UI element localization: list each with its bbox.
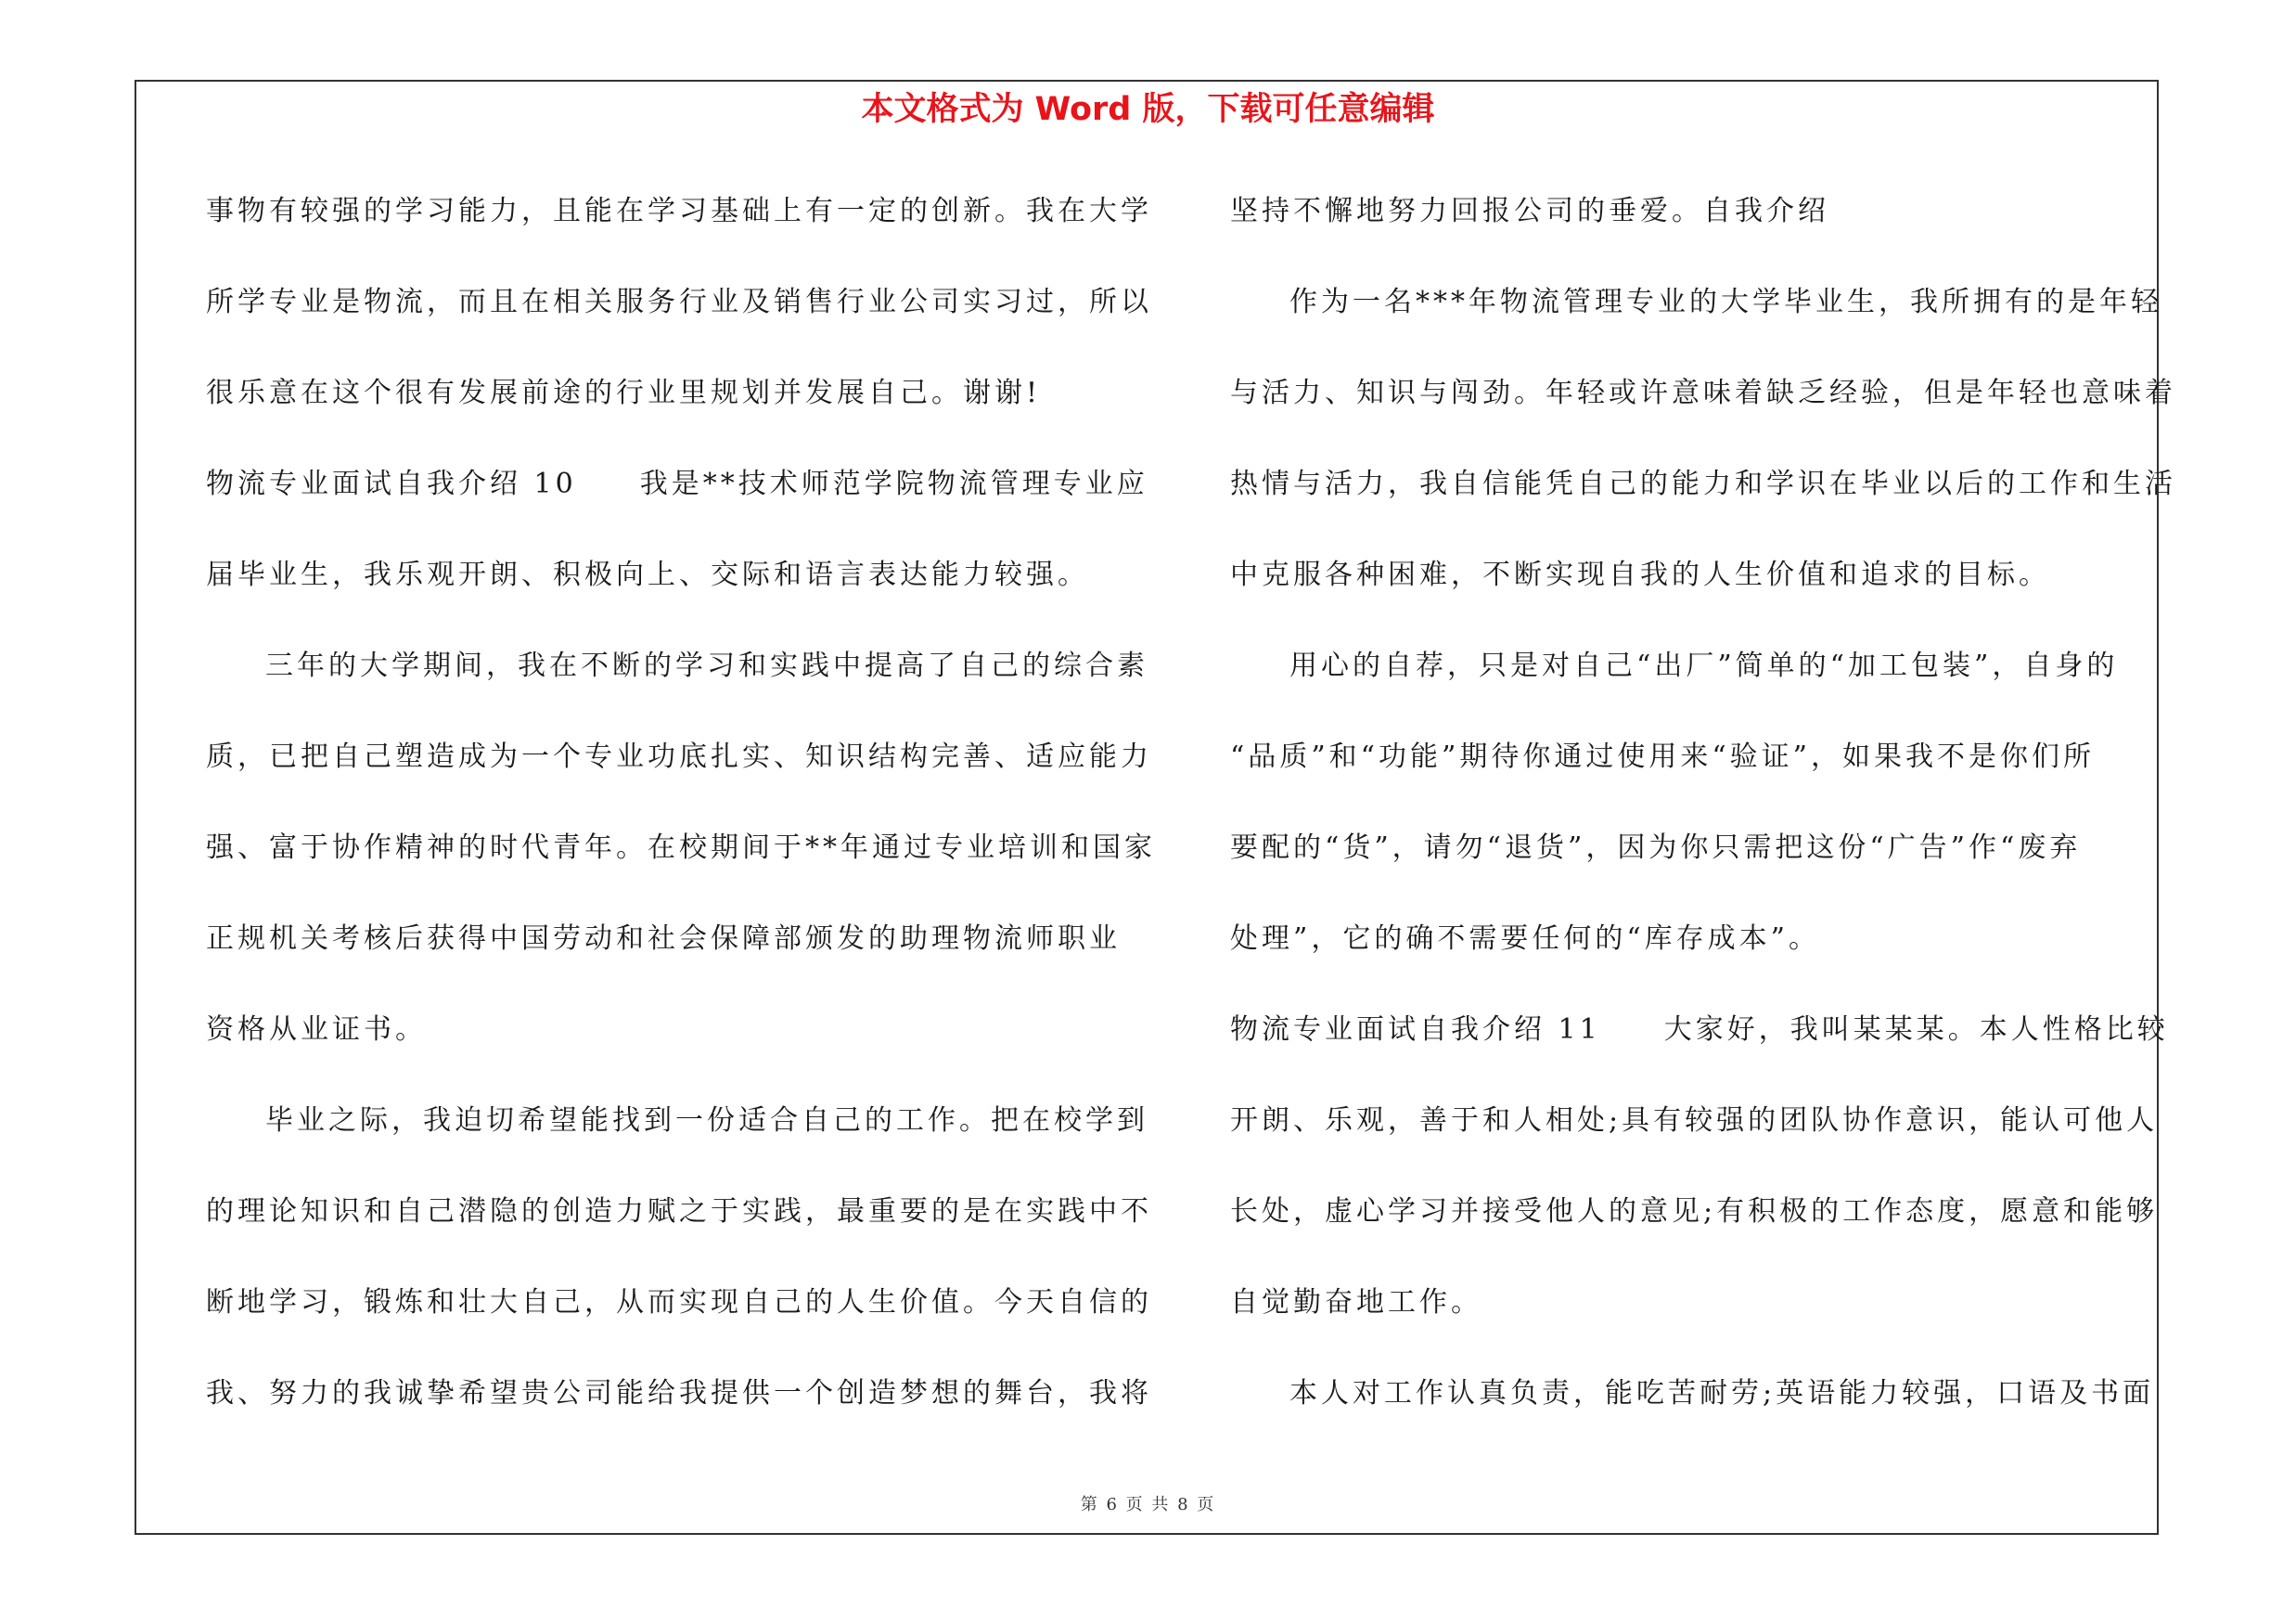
text-line: 正规机关考核后获得中国劳动和社会保障部颁发的助理物流师职业 [206,922,1121,955]
text-line: 自觉勤奋地工作。 [1230,1286,1482,1319]
text-line: 断地学习，锻炼和壮大自己，从而实现自己的人生价值。今天自信的 [206,1286,1152,1319]
paragraph-start-line: 用心的自荐，只是对自己“出厂”简单的“加工包装”，自身的 [1289,650,2119,682]
text-line: 坚持不懈地努力回报公司的垂爱。自我介绍 [1230,195,1829,227]
text-line: 质，已把自己塑造成为一个专业功底扎实、知识结构完善、适应能力 [206,741,1152,773]
text-line: 的理论知识和自己潜隐的创造力赋之于实践，最重要的是在实践中不 [206,1195,1152,1228]
text-line: 资格从业证书。 [206,1013,427,1046]
page-number-footer: 第 6 页 共 8 页 [1080,1495,1216,1514]
word-format-banner: 本文格式为 Word 版，下载可任意编辑 [861,91,1435,128]
section-heading-line: 物流专业面试自我介绍 10 我是**技术师范学院物流管理专业应 [206,468,1148,500]
text-line: 开朗、乐观，善于和人相处;具有较强的团队协作意识，能认可他人 [1230,1104,2159,1137]
text-line: 事物有较强的学习能力，且能在学习基础上有一定的创新。我在大学 [206,195,1152,227]
paragraph-start-line: 毕业之际，我迫切希望能找到一份适合自己的工作。把在校学到 [265,1104,1148,1137]
paragraph-start-line: 三年的大学期间，我在不断的学习和实践中提高了自己的综合素 [265,650,1148,682]
text-line: 强、富于协作精神的时代青年。在校期间于**年通过专业培训和国家 [206,831,1156,864]
text-line: 中克服各种困难，不断实现自我的人生价值和追求的目标。 [1230,559,2050,591]
paragraph-start-line: 作为一名***年物流管理专业的大学毕业生，我所拥有的是年轻 [1289,286,2162,318]
text-line: 届毕业生，我乐观开朗、积极向上、交际和语言表达能力较强。 [206,559,1089,591]
section-heading-line: 物流专业面试自我介绍 11 大家好，我叫某某某。本人性格比较 [1230,1013,2169,1046]
text-line: 所学专业是物流，而且在相关服务行业及销售行业公司实习过，所以 [206,286,1152,318]
text-line: 长处，虚心学习并接受他人的意见;有积极的工作态度，愿意和能够 [1230,1195,2159,1228]
text-line: 处理”，它的确不需要任何的“库存成本”。 [1230,922,1821,955]
text-line: 要配的“货”，请勿“退货”，因为你只需把这份“广告”作“废弃 [1230,831,2082,864]
text-line: 我、努力的我诚挚希望贵公司能给我提供一个创造梦想的舞台，我将 [206,1377,1152,1410]
text-line: 很乐意在这个很有发展前途的行业里规划并发展自己。谢谢! [206,377,1042,409]
paragraph-start-line: 本人对工作认真负责，能吃苦耐劳;英语能力较强，口语及书面 [1289,1377,2155,1410]
text-line: “品质”和“功能”期待你通过使用来“验证”，如果我不是你们所 [1230,741,2096,773]
text-line: 热情与活力，我自信能凭自己的能力和学识在毕业以后的工作和生活 [1230,468,2176,500]
left-column [206,186,1156,1459]
text-line: 与活力、知识与闯劲。年轻或许意味着缺乏经验，但是年轻也意味着 [1230,377,2176,409]
right-column [1230,186,2176,1459]
